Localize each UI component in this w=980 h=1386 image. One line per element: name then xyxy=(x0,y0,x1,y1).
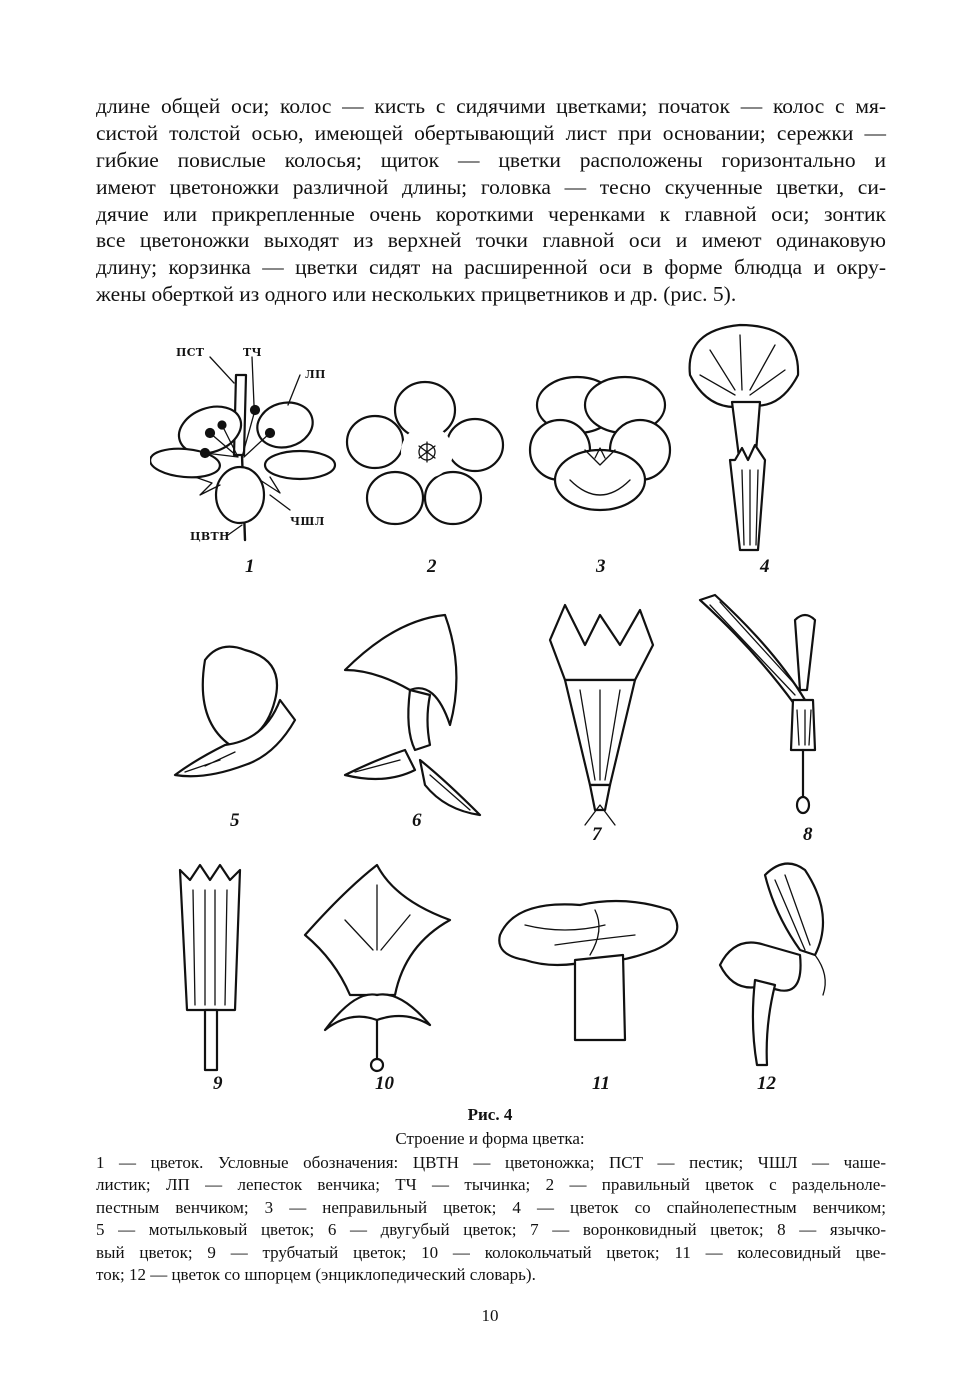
rotate-flower-illustration xyxy=(495,895,690,1045)
figure-title: Рис. 4 xyxy=(467,1105,513,1124)
funnel-flower-illustration xyxy=(545,600,660,835)
tubular-flower-illustration xyxy=(175,860,245,1075)
legend-line: листик; ЛП — лепесток венчика; ТЧ — тычинка; 2 — правильный цветок с раздельноле- xyxy=(96,1175,886,1195)
figure-subtitle: Строение и форма цветка: xyxy=(395,1129,585,1148)
label-petal: ЛП xyxy=(305,368,326,381)
figure-number: 2 xyxy=(427,556,437,577)
figure-number: 6 xyxy=(412,810,422,831)
figure-number: 5 xyxy=(230,810,240,831)
figure-number: 1 xyxy=(245,556,255,577)
paragraph-line: жены оберткой из одного или нескольких прицветников и др. (рис. 5). xyxy=(96,282,737,307)
papilionaceous-flower-illustration xyxy=(165,640,305,785)
legend-line: пестным венчиком; 3 — неправильный цветок; 4 — цветок со спайнолепестным венчиком; xyxy=(96,1197,886,1217)
sympetalous-flower-illustration xyxy=(680,320,810,555)
figure-number: 3 xyxy=(596,556,606,577)
spurred-flower-illustration xyxy=(705,855,835,1075)
figure-number: 8 xyxy=(803,824,813,845)
paragraph-line: гибкие повислые колосья; щиток — цветки расположены горизонтально и xyxy=(96,147,886,172)
paragraph-line: дячие или прикрепленные очень короткими черенками к главной оси; зонтик xyxy=(96,201,886,226)
irregular-flower-illustration xyxy=(525,370,675,520)
legend-line: вый цветок; 9 — трубчатый цветок; 10 — колокольчатый цветок; 11 — колесовидный цве- xyxy=(96,1242,886,1262)
paragraph-line: все цветоножки выходят из верхней точки главной оси и имеют одинаковую xyxy=(96,228,886,253)
paragraph-line: длину; корзинка — цветки сидят на расширенной оси в форме блюдца и окру- xyxy=(96,255,886,280)
page-number: 10 xyxy=(481,1306,499,1325)
label-pedicel: ЦВТН xyxy=(190,530,230,543)
campanulate-flower-illustration xyxy=(295,860,460,1075)
figure-number: 9 xyxy=(213,1073,223,1094)
bilabiate-flower-illustration xyxy=(335,610,495,820)
figure-number: 12 xyxy=(757,1073,776,1094)
label-stamen: ТЧ xyxy=(243,346,262,359)
label-sepal: ЧШЛ xyxy=(290,515,325,528)
figure-number: 10 xyxy=(375,1073,394,1094)
paragraph-line: длине общей оси; колос — кисть с сидячими цветками; початок — колос с мя- xyxy=(96,94,886,118)
legend-line: 5 — мотыльковый цветок; 6 — двугубый цветок; 7 — воронковидный цветок; 8 — язычко- xyxy=(96,1220,886,1240)
legend-line: 1 — цветок. Условные обозначения: ЦВТН — цветоножка; ПСТ — пестик; ЧШЛ — чаше- xyxy=(96,1153,886,1172)
body-paragraph xyxy=(96,93,886,308)
figure-number: 7 xyxy=(592,824,602,845)
figure-number: 4 xyxy=(760,556,770,577)
figure-number: 11 xyxy=(592,1073,610,1094)
paragraph-line: систой толстой осью, имеющей обертывающий лист при основании; сережки — xyxy=(96,120,886,145)
ligulate-flower-illustration xyxy=(695,590,825,820)
figure-legend xyxy=(96,1152,886,1286)
legend-line: ток; 12 — цветок со шпорцем (энциклопедический словарь). xyxy=(96,1264,536,1284)
paragraph-line: имеют цветоножки различной длины; головка — тесно скученные цветки, си- xyxy=(96,174,886,199)
label-pistil: ПСТ xyxy=(176,346,205,359)
regular-flower-illustration xyxy=(345,380,505,530)
